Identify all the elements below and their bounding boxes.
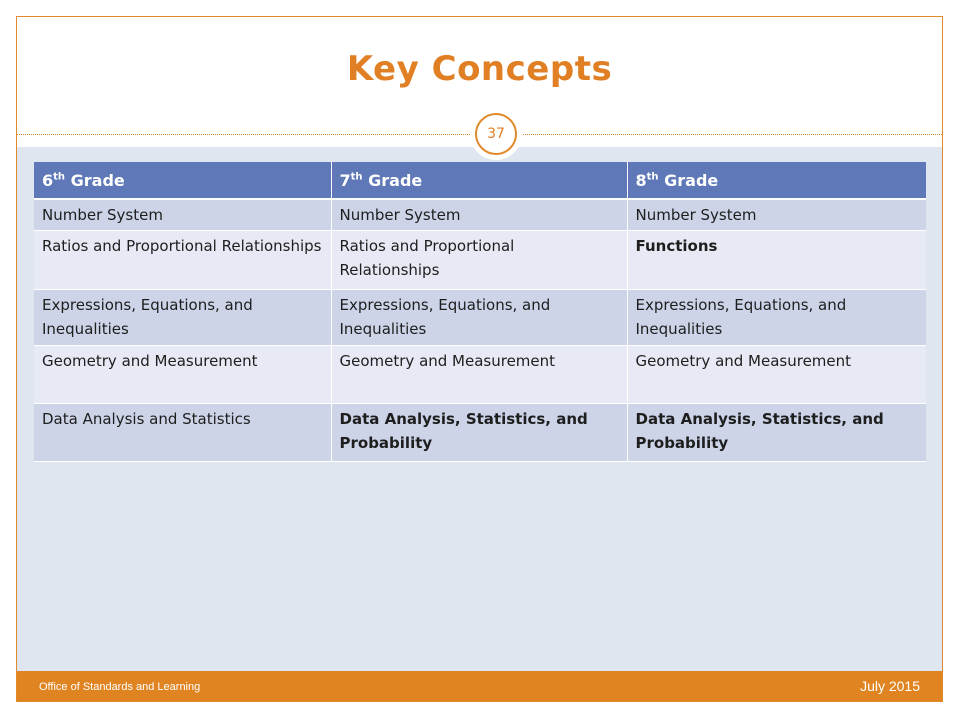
header-7th-grade: 7th Grade: [331, 162, 627, 199]
table-cell: Geometry and Measurement: [627, 346, 926, 404]
page-number: 37: [487, 126, 505, 142]
table-cell: Data Analysis and Statistics: [34, 404, 331, 462]
table-cell: Functions: [627, 231, 926, 290]
slide-title: Key Concepts: [346, 49, 613, 89]
slide-footer: [17, 671, 942, 702]
table-cell: Expressions, Equations, and Inequalities: [627, 290, 926, 346]
header-8th-grade: 8th Grade: [627, 162, 926, 199]
key-concepts-table: [34, 162, 926, 462]
table-row: [34, 404, 926, 462]
table-cell: Expressions, Equations, and Inequalities: [34, 290, 331, 346]
table-header-row: [34, 162, 926, 199]
table-row: [34, 346, 926, 404]
footer-organization: Office of Standards and Learning: [39, 681, 201, 693]
table-cell: Expressions, Equations, and Inequalities: [331, 290, 627, 346]
table-cell: Geometry and Measurement: [34, 346, 331, 404]
table-cell: Number System: [331, 199, 627, 231]
table-cell: Ratios and Proportional Relationships: [331, 231, 627, 290]
slide-frame: [16, 16, 943, 702]
footer-date: July 2015: [860, 678, 920, 694]
page-number-badge: [475, 113, 517, 155]
table-cell: Number System: [34, 199, 331, 231]
header-6th-grade: 6th Grade: [34, 162, 331, 199]
table-row: [34, 290, 926, 346]
table-cell: Number System: [627, 199, 926, 231]
table-row: [34, 231, 926, 290]
table-cell: Ratios and Proportional Relationships: [34, 231, 331, 290]
table-cell: Data Analysis, Statistics, and Probability: [627, 404, 926, 462]
table-cell: Data Analysis, Statistics, and Probability: [331, 404, 627, 462]
table-row: [34, 199, 926, 231]
table-cell: Geometry and Measurement: [331, 346, 627, 404]
